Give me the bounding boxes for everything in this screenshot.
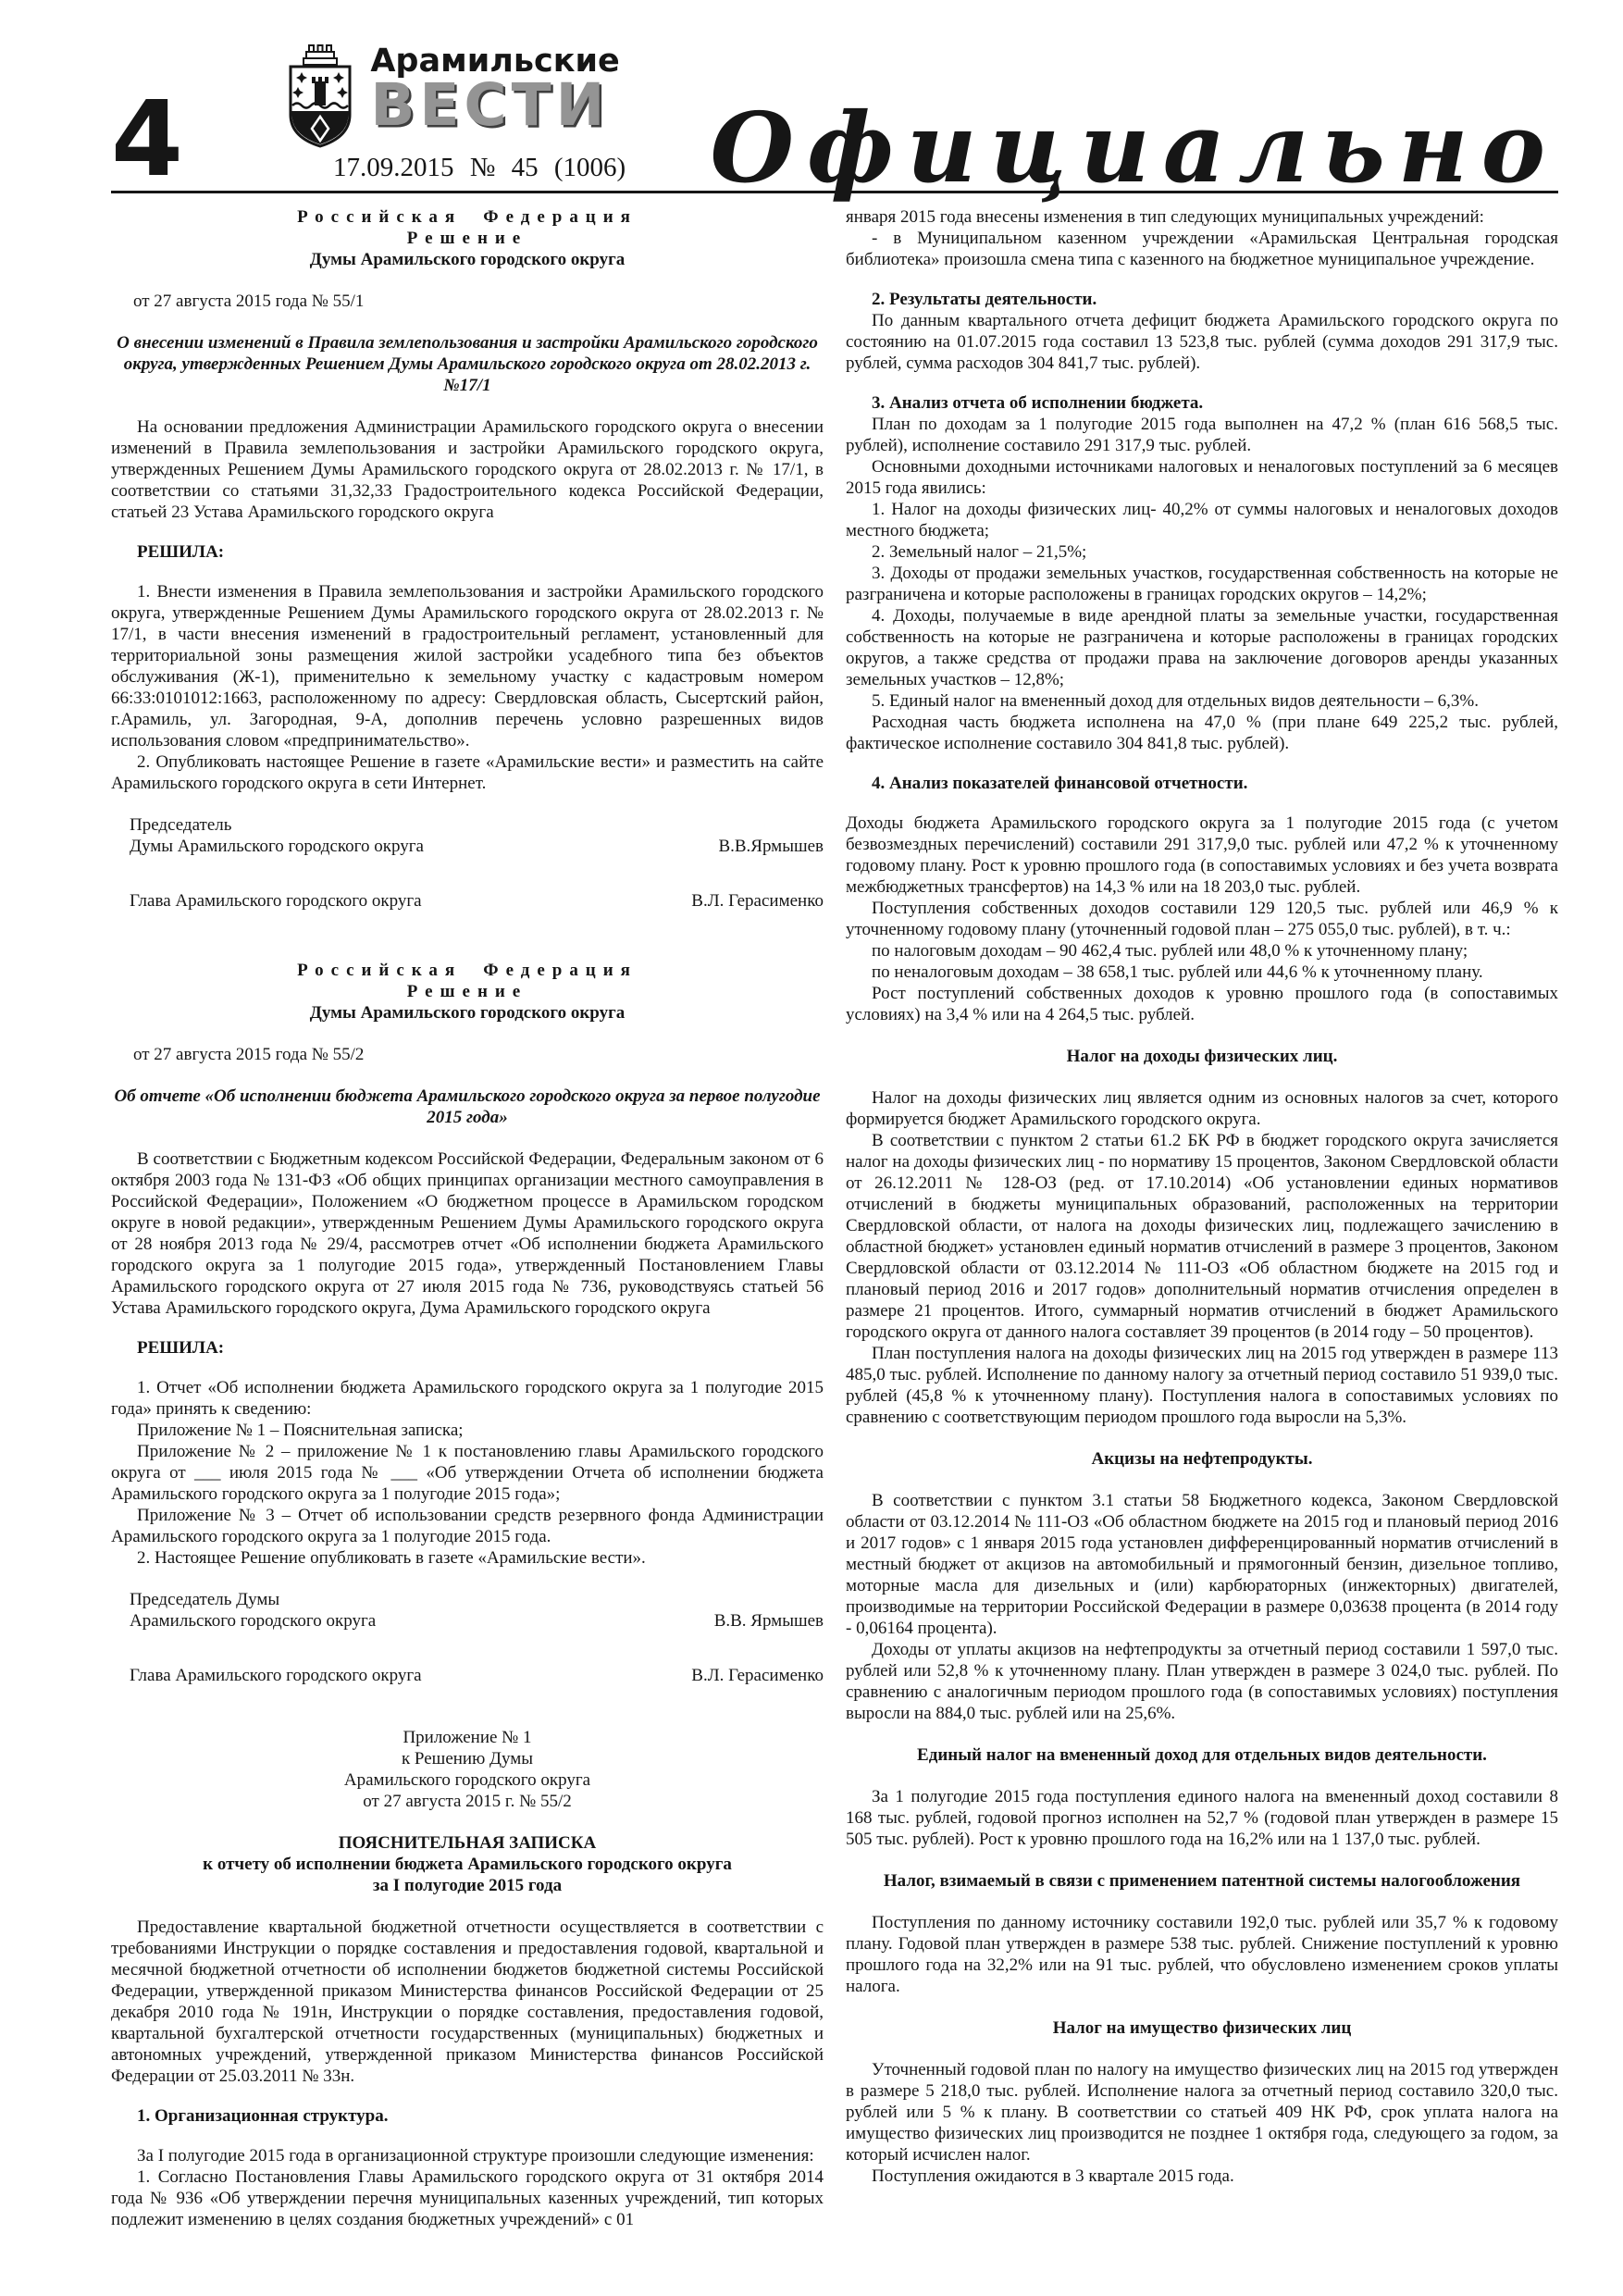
signature-row	[111, 890, 824, 912]
document-heading: Решение	[406, 981, 528, 1001]
paragraph: Поступления по данному источнику составили 192,0 тыс. рублей или 35,7 % к годовому плану. Годовой план утвержден в размере 538 тыс. рублей. Снижение поступлений к уровню прошлого года на 32,2% или на 91 тыс. рублей, что обусловлено изменением сроков уплаты налога.	[846, 1912, 1558, 1996]
document-heading: Думы Арамильского городского округа	[309, 1002, 626, 1023]
paragraph: Расходная часть бюджета исполнена на 47,0 % (при плане 649 225,2 тыс. рублей, фактическое исполнение составило 304 841,8 тыс. рублей).	[846, 712, 1558, 753]
article-columns	[111, 206, 1558, 2230]
paragraph: - в Муниципальном казенном учреждении «Арамильская Центральная городская библиотека» произошла смена типа с казенного на бюджетное муниципальное учреждение.	[846, 228, 1558, 269]
document-heading: ПОЯСНИТЕЛЬНАЯ ЗАПИСКА	[338, 1832, 597, 1853]
page-header	[111, 43, 1558, 205]
document-heading: Российская Федерация	[297, 960, 638, 980]
section-heading: 2. Результаты деятельности.	[872, 289, 1097, 309]
signature-row	[111, 814, 824, 857]
section-heading: 1. Организационная структура.	[137, 2105, 389, 2126]
masthead	[278, 44, 626, 183]
appendix-reference: Приложение № 1 к Решению Думы Арамильского городского округа от 27 августа 2015 г. № 55/2	[343, 1727, 591, 1811]
paragraph: Рост поступлений собственных доходов к уровню прошлого года (в сопоставимых условиях) на 3,4 % или на 4 264,5 тыс. рублей.	[846, 983, 1558, 1024]
paragraph: В соответствии с пунктом 2 статьи 61.2 БК РФ в бюджет городского округа зачисляется налог на доходы физических лиц - по нормативу 15 процентов, Законом Свердловской области от 26.12.2011 № 128-ОЗ (ред. от 17.10.2014) «Об установлении единых нормативов отчислений в бюджеты муниципальных образований, расположенных на территории Свердловской области, от налога на доходы физических лиц, подлежащего зачислению в областной бюджет» установлен единый норматив отчислений в размере 3 процентов, Законом Свердловской области от 03.12.2014 № 111-ОЗ «Об областном бюджете на 2015 год и плановый период 2016 и 2017 годов» дополнительный норматив отчисления определен в размере 21 процентов. Итого, суммарный норматив отчислений в бюджет Арамильского городского округа от данного налога составляет 39 процентов (в 2014 году – 50 процентов).	[846, 1130, 1558, 1342]
subsection-heading: Единый налог на вмененный доход для отдельных видов деятельности.	[917, 1744, 1487, 1765]
document-title: Об отчете «Об исполнении бюджета Арамильского городского округа за первое полугодие 2015 года»	[114, 1086, 821, 1127]
paragraph: 1. Внести изменения в Правила землепользования и застройки Арамильского городского округа, утвержденные Решением Думы Арамильского городского округа от 28.02.2013 г. № 17/1, в части внесения изменений в градостроительный регламент, установленный для территориальной зоны размещения жилой застройки усадебного типа без объектов обслуживания (Ж-1), применительно к земельному участку с кадастровым номером 66:33:0101012:1663, расположенному по адресу: Свердловская область, Сысертский район, г.Арамиль, ул. Загородная, 9-А, дополнив перечень условно разрешенных видов использования словом «предпринимательство».	[111, 581, 824, 751]
signature-name: В.Л. Герасименко	[691, 890, 824, 911]
paragraph: В соответствии с пунктом 3.1 статьи 58 Бюджетного кодекса, Законом Свердловской области от 03.12.2014 № 111-ОЗ «Об областном бюджете на 2015 год и плановый период 2016 и 2017 годов» с 1 января 2015 года установлен дифференцированный норматив отчислений в местный бюджет от акцизов на автомобильный и прямогонный бензин, дизельное топливо, моторные масла для дизельных и (или) карбюраторных (инжекторных) двигателей, производимые на территории Российской Федерации в размере 0,03638 процента (в 2014 году - 0,06164 процента).	[846, 1490, 1558, 1638]
paragraph: 2. Настоящее Решение опубликовать в газете «Арамильские вести».	[137, 1547, 646, 1568]
masthead-title-top: Арамильские	[370, 43, 620, 80]
paragraph: Поступления ожидаются в 3 квартале 2015 года.	[872, 2166, 1234, 2186]
paragraph: За I полугодие 2015 года в организационной структуре произошли следующие изменения:	[137, 2145, 814, 2166]
paragraph: Основными доходными источниками налоговых и неналоговых поступлений за 6 месяцев 2015 года явились:	[846, 456, 1558, 498]
paragraph: Доходы от уплаты акцизов на нефтепродукты за отчетный период составили 1 597,0 тыс. рублей или 52,8 % к уточненному плану. План утвержден в размере 3 024,0 тыс. рублей. По сравнению с аналогичным периодом прошлого года (в сопоставимых условиях) поступления выросли на 884,0 тыс. рублей или на 25,6%.	[846, 1639, 1558, 1723]
subsection-heading: Налог на доходы физических лиц.	[1066, 1046, 1338, 1066]
signature-title: Глава Арамильского городского округа	[130, 890, 422, 911]
signature-title: Председатель Думы Арамильского городского округа	[130, 814, 424, 856]
paragraph: План по доходам за 1 полугодие 2015 года выполнен на 47,2 % (план 616 568,5 тыс. рублей), исполнение составило 291 317,9 тыс. рублей.	[846, 414, 1558, 455]
signature-row	[111, 1665, 824, 1686]
paragraph: За 1 полугодие 2015 года поступления единого налога на вмененный доход составили 8 168 тыс. рублей, годовой прогноз исполнен на 52,7 % (годовой план утвержден в размере 15 505 тыс. рублей). Рост к уровню прошлого года на 16,2% или на 1 137,0 тыс. рублей.	[846, 1786, 1558, 1849]
paragraph: 2. Земельный налог – 21,5%;	[872, 541, 1087, 562]
document-heading: Думы Арамильского городского округа	[309, 249, 626, 269]
paragraph: 1. Налог на доходы физических лиц- 40,2% от суммы налоговых и неналоговых доходов местного бюджета;	[846, 499, 1558, 540]
subsection-heading: Налог на имущество физических лиц	[1052, 2017, 1352, 2038]
paragraph: В соответствии с Бюджетным кодексом Российской Федерации, Федеральным законом от 6 октября 2003 года № 131-ФЗ «Об общих принципах организации местного самоуправления в Российской Федерации», Положением «О бюджетном процессе в Арамильском городском округе в новой редакции», утвержденным Решением Думы Арамильского городского округа от 28 ноября 2013 года № 29/4, рассмотрев отчет «Об исполнении бюджета Арамильского городского округа за 1 полугодие 2015 года», утвержденный Постановлением Главы Арамильского городского округа от 27 июля 2015 года № 736, руководствуясь статьей 56 Устава Арамильского городского округа, Дума Арамильского городского округа	[111, 1148, 824, 1318]
masthead-title-bottom: ВЕСТИ	[370, 70, 610, 139]
paragraph: 1. Согласно Постановления Главы Арамильского городского округа от 31 октября 2014 года № 936 «Об утверждении перечня муниципальных казенных учреждений, тип которых подлежит изменению в целях создания бюджетных учреждений» с 01	[111, 2166, 824, 2229]
signature-title: Глава Арамильского городского округа	[130, 1665, 422, 1685]
right-column	[846, 206, 1558, 2230]
section-heading: РЕШИЛА:	[137, 1337, 225, 1358]
masthead-date: 17.09.2015 № 45 (1006)	[332, 153, 626, 182]
signature-name: В.В.Ярмышев	[718, 836, 824, 856]
paragraph: Приложение № 1 – Пояснительная записка;	[137, 1420, 464, 1440]
section-heading: 3. Анализ отчета об исполнении бюджета.	[872, 392, 1204, 413]
paragraph: 2. Опубликовать настоящее Решение в газете «Арамильские вести» и разместить на сайте Арамильского городского округа в сети Интернет.	[111, 751, 824, 793]
section-heading: 4. Анализ показателей финансовой отчетности.	[872, 773, 1248, 793]
paragraph: Поступления собственных доходов составили 129 120,5 тыс. рублей или 46,9 % к уточненному годовому плану (уточненный годовой план – 275 055,0 тыс. рублей), в т. ч.:	[846, 898, 1558, 939]
paragraph: 3. Доходы от продажи земельных участков, государственная собственность на которые не разграничена и которые расположены в границах городских округов – 14,2%;	[846, 563, 1558, 604]
signature-row	[111, 1589, 824, 1632]
paragraph: по налоговым доходам – 90 462,4 тыс. рублей или 48,0 % к уточненному плану;	[872, 940, 1468, 961]
paragraph: Приложение № 3 – Отчет об использовании средств резервного фонда Администрации Арамильского городского округа за 1 полугодие 2015 года.	[111, 1505, 824, 1546]
subsection-heading: Акцизы на нефтепродукты.	[1091, 1448, 1313, 1469]
coat-of-arms-logo	[283, 44, 357, 150]
signature-name: В.Л. Герасименко	[691, 1665, 824, 1685]
document-heading: за I полугодие 2015 года	[372, 1875, 563, 1895]
document-heading: Решение	[406, 228, 528, 248]
section-heading: РЕШИЛА:	[137, 541, 225, 562]
document-date: от 27 августа 2015 года № 55/2	[133, 1044, 365, 1064]
paragraph: План поступления налога на доходы физических лиц на 2015 год утвержден в размере 113 485,0 тыс. рублей. Исполнение по данному налогу за отчетный период составило 51 939,0 тыс. рублей (45,8 % к уточненному плану). Поступления налога в сопоставимых условиях по сравнению с соответствующим периодом прошлого года выросли на 5,3%.	[846, 1343, 1558, 1427]
signature-title: Председатель Думы Арамильского городского округа	[130, 1589, 377, 1631]
paragraph: Предоставление квартальной бюджетной отчетности осуществляется в соответствии с требованиями Инструкции о порядке составления и предоставления годовой, квартальной и месячной бюджетной отчетности об исполнении бюджетов бюджетной системы Российской Федерации, утвержденной приказом Министерства финансов Российской Федерации от 25 декабря 2010 года № 191н, Инструкции о порядке составления, предоставления годовой, квартальной бухгалтерской отчетности государственных (муниципальных) бюджетных и автономных учреждений, утвержденной приказом Министерства финансов Российской Федерации от 25.03.2011 № 33н.	[111, 1917, 824, 2086]
signature-name: В.В. Ярмышев	[713, 1610, 824, 1631]
paragraph: Уточненный годовой план по налогу на имущество физических лиц на 2015 год утвержден в размере 5 218,0 тыс. рублей. Исполнение налога за отчетный период составило 320,0 тыс. рублей или 5 % к плану. В соответствии со статьей 409 НК РФ, срок уплата налога на имущество физических лиц производится не позднее 1 октября года, следующего за годом, за который исчислен налог.	[846, 2059, 1558, 2165]
paragraph: 4. Доходы, получаемые в виде арендной платы за земельные участки, государственная собственность на которые не разграничена и которые расположены в границах городских округов, а также средства от продажи права на заключение договоров аренды указанных земельных участков – 12,8%;	[846, 605, 1558, 689]
paragraph-continuation: января 2015 года внесены изменения в тип следующих муниципальных учреждений:	[846, 206, 1484, 227]
paragraph: На основании предложения Администрации Арамильского городского округа о внесении изменений в Правила землепользования и застройки Арамильского городского округа, утвержденных Решением Думы Арамильского городского округа от 28.02.2013 г. № 17/1, в соответствии со статьями 31,32,33 Градостроительного кодекса Российской Федерации, статьей 23 Устава Арамильского городского округа	[111, 416, 824, 522]
paragraph-continuation: Доходы бюджета Арамильского городского округа за 1 полугодие 2015 года (с учетом безвозмездных перечислений) составили 291 317,9,0 тыс. рублей или 47,2 % к уточненному годовому плану. Рост к уровню прошлого года (в сопоставимых условиях и без учета возврата межбюджетных трансфертов) на 14,3 % или на 18 203,0 тыс. рублей.	[846, 813, 1558, 897]
document-heading: к отчету об исполнении бюджета Арамильского городского округа	[203, 1854, 732, 1874]
paragraph: Приложение № 2 – приложение № 1 к постановлению главы Арамильского городского округа от ___ июля 2015 года № ___ «Об утверждении Отчета об исполнении бюджета Арамильского городского округа за 1 полугодие 2015 года»;	[111, 1441, 824, 1504]
section-title: Официально	[710, 90, 1558, 205]
paragraph: Налог на доходы физических лиц является одним из основных налогов за счет, которого формируется бюджет Арамильского городского округа.	[846, 1087, 1558, 1129]
paragraph: 5. Единый налог на вмененный доход для отдельных видов деятельности – 6,3%.	[872, 690, 1479, 711]
left-column	[111, 206, 824, 2230]
page-number: 4	[111, 80, 181, 201]
paragraph: 1. Отчет «Об исполнении бюджета Арамильского городского округа за 1 полугодие 2015 года» принять к сведению:	[111, 1377, 824, 1419]
paragraph: По данным квартального отчета дефицит бюджета Арамильского городского округа по состоянию на 01.07.2015 года составил 13 523,8 тыс. рублей (сумма доходов 291 317,9 тыс. рублей, сумма расходов 304 841,7 тыс. рублей).	[846, 310, 1558, 373]
document-date: от 27 августа 2015 года № 55/1	[133, 291, 365, 311]
subsection-heading: Налог, взимаемый в связи с применением патентной системы налогообложения	[883, 1870, 1521, 1891]
document-heading: Российская Федерация	[297, 206, 638, 227]
paragraph: по неналоговым доходам – 38 658,1 тыс. рублей или 44,6 % к уточненному плану.	[872, 962, 1483, 982]
document-title: О внесении изменений в Правила землепользования и застройки Арамильского городского округа, утвержденных Решением Думы Арамильского городского округа от 28.02.2013 г. №17/1	[117, 332, 818, 395]
